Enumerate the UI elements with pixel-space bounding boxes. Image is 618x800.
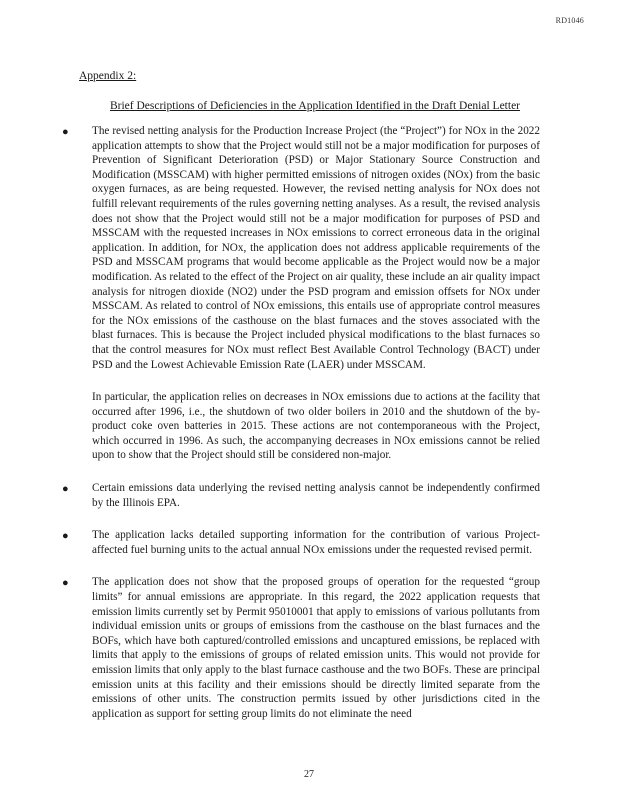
page-number: 27 — [304, 769, 314, 780]
list-item — [58, 124, 540, 463]
bullet-paragraph: The application does not show that the proposed groups of operation for the requested “group limits” for annual emissions are appropriate. In this regard, the 2022 application requests that emission limits currently set by Permit 95010001 that apply to emissions of various pollutants from individual emission units or groups of emissions from the casthouse on the blast furnaces and the BOFs, which have both captured/controlled emissions and uncaptured emissions, be replaced with limits that apply to the emissions of groups of related emission units. This would not provide for emission limits that only apply to the blast furnace casthouse and the two BOFs. These are principal emission units at this facility and their emissions should be directly limited separate from the emissions of other units. The construction permits issued by other jurisdictions cited in the application as support for setting group limits do not eliminate the need — [92, 576, 540, 720]
deficiency-list — [58, 124, 540, 721]
list-item — [58, 528, 540, 557]
bullet-paragraph: In particular, the application relies on decreases in NOx emissions due to actions at the facility that occurred after 1996, i.e., the shutdown of two older boilers in 2010 and the shutdown of the by-product coke oven batteries in 2015. These actions are not contemporaneous with the Project, which occurred in 1996. As such, the accompanying decreases in NOx emissions cannot be relied upon to show that the Project should still be considered non-major. — [92, 391, 540, 462]
bullet-icon: ● — [62, 530, 69, 543]
bullet-paragraph: Certain emissions data underlying the revised netting analysis cannot be independently confirmed by the Illinois EPA. — [92, 482, 540, 509]
bullet-icon: ● — [62, 483, 69, 496]
list-item — [58, 481, 540, 510]
bullet-icon: ● — [62, 126, 69, 138]
document-reference-code: RD1046 — [555, 16, 584, 25]
appendix-title: Appendix 2: — [79, 70, 137, 82]
bullet-paragraph: The application lacks detailed supporting information for the contribution of various Project-affected fuel burning units to the actual annual NOx emissions under the requested revised permit. — [92, 529, 540, 556]
bullet-paragraph: The revised netting analysis for the Production Increase Project (the “Project”) for NOx in the 2022 application attempts to show that the Project would still not be a major modification for purposes of Prevention of Significant Deterioration (PSD) or Major Stationary Source Construction and Modification (MSSCAM) with higher permitted emissions of nitrogen oxides (NOx) from the basic oxygen furnaces, as are being requested. However, the revised netting analysis for NOx does not fulfill relevant requirements of the rules governing netting analyses. As a result, the revised analysis does not show that the Project would still not be a major modification for purposes of PSD and MSSCAM with the requested increases in NOx emissions to correct erroneous data in the original application. In addition, for NOx, the application does not address applicable requirements of the PSD and MSSCAM programs that would become applicable as the Project would now be a major modification. As related to the effect of the Project on air quality, these include an air quality impact analysis for nitrogen dioxide (NO2) under the PSD program and emission offsets for NOx under MSSCAM. As related to control of NOx emissions, this entails use of appropriate control measures for the NOx emissions of the casthouse on the blast furnaces and the stoves associated with the blast furnaces. This is because the Project included physical modifications to the blast furnaces so that the control measures for NOx must reflect Best Available Control Technology (BACT) under PSD and the Lowest Achievable Emission Rate (LAER) under MSSCAM. — [92, 125, 540, 371]
section-title: Brief Descriptions of Deficiencies in the Application Identified in the Draft Denial Letter — [109, 100, 521, 112]
list-item — [58, 575, 540, 721]
bullet-icon: ● — [62, 577, 69, 590]
